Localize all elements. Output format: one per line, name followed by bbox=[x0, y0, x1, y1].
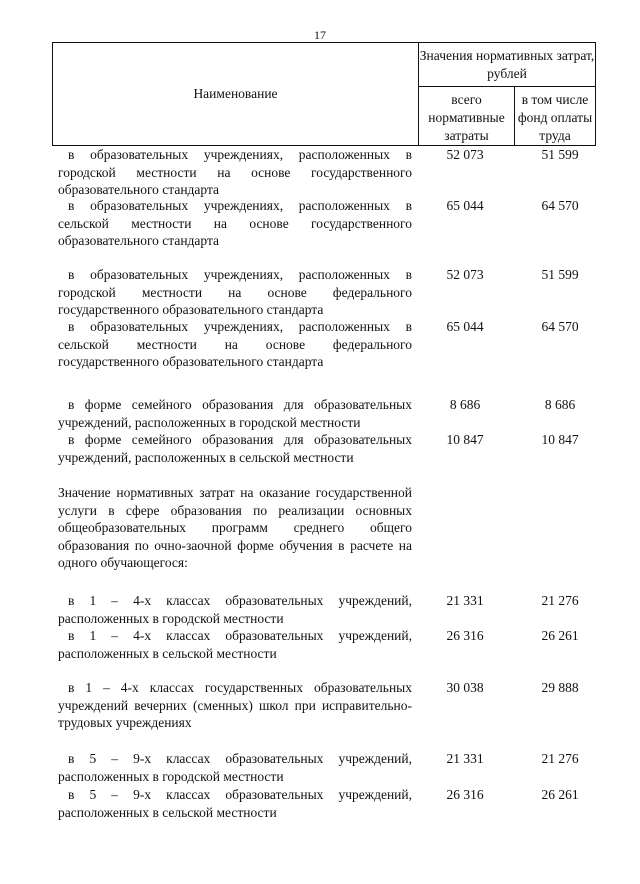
row-total-value: 52 073 bbox=[446, 267, 484, 282]
row-payroll-value: 64 570 bbox=[541, 319, 579, 334]
row-total-value: 26 316 bbox=[446, 787, 484, 802]
row-total-value: 21 331 bbox=[446, 751, 484, 766]
row-payroll-value: 21 276 bbox=[541, 751, 579, 766]
column-header-name: Наименование bbox=[53, 43, 419, 145]
column-header-values-group: Значения нормативных затрат, рублей bbox=[419, 43, 595, 87]
column-header-payroll: в том числе фонд оплаты труда bbox=[517, 92, 593, 143]
row-name: в 1 – 4-х классах образовательных учреждений, расположенных в городской местности bbox=[58, 593, 412, 626]
row-total-value: 65 044 bbox=[446, 198, 484, 213]
row-payroll-value: 8 686 bbox=[544, 397, 576, 412]
row-total-value: 30 038 bbox=[446, 680, 484, 695]
row-name: в 1 – 4-х классах образовательных учреждений, расположенных в сельской местности bbox=[58, 628, 412, 661]
row-payroll-value: 51 599 bbox=[541, 267, 579, 282]
row-payroll-value: 10 847 bbox=[541, 432, 579, 447]
row-name: в образовательных учреждениях, расположенных в сельской местности на основе государственного образовательного стандарта bbox=[58, 198, 412, 249]
section-heading: Значение нормативных затрат на оказание государственной услуги в сфере образования по реализации основных общеобразовательных программ среднего общего образования по очно-заочной форме обучения в расчете на одного обучающегося: bbox=[58, 485, 412, 571]
row-total-value: 10 847 bbox=[446, 432, 484, 447]
row-total-value: 21 331 bbox=[446, 593, 484, 608]
row-total-value: 65 044 bbox=[446, 319, 484, 334]
table-header bbox=[52, 42, 596, 146]
row-total-value: 26 316 bbox=[446, 628, 484, 643]
row-name: в форме семейного образования для образовательных учреждений, расположенных в сельской местности bbox=[58, 432, 412, 465]
row-name: в форме семейного образования для образовательных учреждений, расположенных в городской местности bbox=[58, 397, 412, 430]
row-name: в 5 – 9-х классах образовательных учреждений, расположенных в сельской местности bbox=[58, 787, 412, 820]
row-payroll-value: 51 599 bbox=[541, 147, 579, 162]
row-name: в образовательных учреждениях, расположенных в городской местности на основе федерального государственного образовательного стандарта bbox=[58, 267, 412, 318]
row-payroll-value: 21 276 bbox=[541, 593, 579, 608]
row-payroll-value: 26 261 bbox=[541, 787, 579, 802]
row-name: в образовательных учреждениях, расположенных в сельской местности на основе федерального государственного образовательного стандарта bbox=[58, 319, 412, 370]
column-header-total: всего нормативные затраты bbox=[419, 87, 515, 145]
row-payroll-value: 64 570 bbox=[541, 198, 579, 213]
page-number: 17 bbox=[314, 28, 326, 42]
row-payroll-value: 26 261 bbox=[541, 628, 579, 643]
row-name: в 1 – 4-х классах государственных образовательных учреждений вечерних (сменных) школ при исправительно-трудовых учреждениях bbox=[58, 680, 412, 731]
row-total-value: 52 073 bbox=[446, 147, 484, 162]
row-total-value: 8 686 bbox=[449, 397, 481, 412]
row-name: в 5 – 9-х классах образовательных учреждений, расположенных в городской местности bbox=[58, 751, 412, 784]
row-payroll-value: 29 888 bbox=[541, 680, 579, 695]
row-name: в образовательных учреждениях, расположенных в городской местности на основе государственного образовательного стандарта bbox=[58, 147, 412, 198]
